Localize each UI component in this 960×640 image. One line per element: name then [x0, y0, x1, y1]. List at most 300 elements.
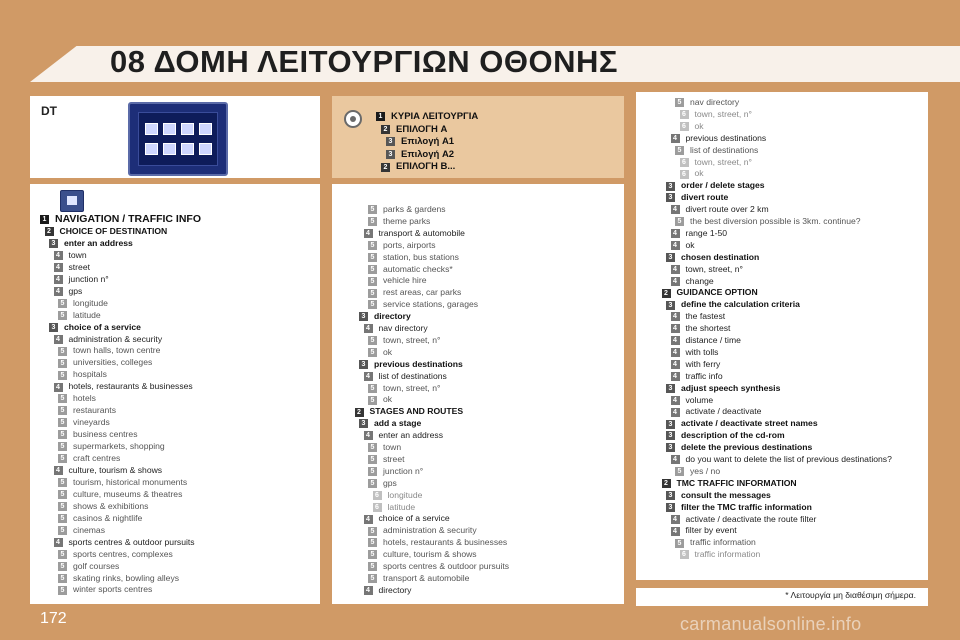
menu-item-label: nav directory [690, 97, 740, 107]
level-badge: 4 [364, 515, 373, 524]
menu-item-label: GUIDANCE OPTION [676, 287, 758, 298]
menu-item-level-2 [381, 160, 455, 172]
level-badge: 5 [368, 253, 377, 262]
level-badge: 5 [58, 371, 67, 380]
level-badge: 3 [359, 419, 368, 428]
menu-item-level-6 [373, 501, 416, 513]
page-number: 172 [40, 610, 67, 627]
menu-item-label: the shortest [685, 323, 731, 334]
menu-item-label: choice of a service [378, 513, 450, 524]
level-badge: 4 [54, 466, 63, 475]
menu-item-level-4 [671, 334, 741, 346]
menu-item-level-4 [671, 239, 695, 251]
menu-item-level-4 [364, 370, 447, 382]
menu-item-label: business centres [73, 429, 138, 440]
level-badge: 4 [671, 455, 680, 464]
menu-item-label: the fastest [685, 311, 726, 322]
menu-item-level-5 [58, 524, 105, 536]
level-badge: 5 [675, 98, 684, 107]
level-badge: 1 [40, 215, 49, 224]
legend-panel [332, 96, 624, 178]
menu-item-label: consult the messages [681, 489, 771, 500]
menu-item-label: town, street, n° [694, 108, 752, 119]
menu-item-label: ok [383, 394, 393, 405]
menu-item-level-3 [49, 237, 133, 249]
menu-item-level-4 [364, 227, 465, 239]
menu-item-level-4 [671, 203, 769, 215]
level-badge: 5 [675, 467, 684, 476]
level-badge: 4 [54, 287, 63, 296]
level-badge: 5 [58, 526, 67, 535]
menu-item-level-5 [368, 251, 459, 263]
menu-item-label: yes / no [690, 465, 721, 476]
menu-item-level-5 [368, 572, 469, 584]
menu-item-level-5 [58, 512, 142, 524]
level-badge: 4 [671, 324, 680, 333]
menu-item-level-4 [671, 227, 728, 239]
menu-item-level-5 [58, 309, 101, 321]
menu-item-label: automatic checks* [383, 263, 453, 274]
menu-item-level-5 [58, 548, 173, 560]
menu-item-label: ΕΠΙΛΟΓΗ A [396, 123, 448, 135]
menu-item-label: directory [374, 311, 411, 322]
menu-item-level-5 [368, 298, 478, 310]
level-badge: 3 [666, 420, 675, 429]
menu-item-label: filter the TMC traffic information [681, 501, 812, 512]
menu-item-label: ports, airports [383, 239, 436, 250]
menu-item-label: administration & security [68, 333, 163, 344]
settings-icon [199, 123, 212, 135]
level-badge: 6 [680, 122, 689, 131]
level-badge: 5 [368, 217, 377, 226]
menu-item-level-3 [359, 358, 463, 370]
menu-item-level-2 [662, 477, 797, 489]
menu-item-label: shows & exhibitions [73, 500, 149, 511]
level-badge: 6 [373, 503, 382, 512]
menu-item-level-4 [671, 453, 892, 465]
directory-icon [163, 143, 176, 155]
menu-item-label: hospitals [73, 369, 107, 380]
menu-item-level-5 [58, 583, 152, 595]
level-badge: 6 [680, 170, 689, 179]
menu-item-label: delete the previous destinations [681, 442, 813, 453]
menu-item-level-5 [368, 274, 426, 286]
level-badge: 5 [58, 299, 67, 308]
menu-item-label: casinos & nightlife [73, 512, 143, 523]
menu-item-label: winter sports centres [73, 584, 153, 595]
menu-item-level-5 [368, 453, 405, 465]
menu-item-label: previous destinations [374, 358, 463, 369]
level-badge: 5 [368, 384, 377, 393]
menu-item-level-3 [666, 501, 812, 513]
menu-item-label: supermarkets, shopping [73, 441, 165, 452]
menu-item-level-2 [662, 286, 758, 298]
level-badge: 4 [671, 527, 680, 536]
menu-item-label: traffic information [690, 537, 756, 548]
menu-item-label: hotels, restaurants & businesses [68, 381, 193, 392]
menu-item-label: hotels [73, 393, 96, 404]
level-badge: 4 [671, 241, 680, 250]
level-badge: 5 [58, 347, 67, 356]
level-badge: 4 [671, 312, 680, 321]
menu-item-label: define the calculation criteria [681, 299, 800, 310]
menu-item-label: ok [694, 168, 704, 179]
level-badge: 5 [58, 478, 67, 487]
menu-item-level-5 [58, 440, 165, 452]
menu-item-level-5 [368, 441, 401, 453]
menu-item-level-4 [364, 322, 428, 334]
menu-item-label: craft centres [73, 453, 121, 463]
menu-item-label: nav directory [378, 323, 428, 333]
menu-item-level-5 [368, 263, 453, 275]
menu-item-level-4 [54, 249, 87, 261]
menu-item-level-4 [54, 380, 193, 392]
menu-item-level-5 [675, 536, 756, 548]
menu-item-label: TMC TRAFFIC INFORMATION [676, 477, 797, 488]
menu-item-level-2 [45, 225, 168, 237]
level-badge: 5 [58, 430, 67, 439]
menu-item-level-4 [671, 394, 714, 406]
menu-item-level-5 [675, 144, 758, 156]
menu-item-level-4 [671, 275, 714, 287]
level-badge: 5 [58, 418, 67, 427]
level-badge: 3 [386, 150, 395, 159]
level-badge: 6 [680, 158, 689, 167]
level-badge: 4 [671, 265, 680, 274]
menu-item-label: town, street, n° [694, 156, 752, 167]
menu-item-label: activate / deactivate the route filter [685, 513, 817, 524]
level-badge: 4 [671, 336, 680, 345]
menu-item-label: do you want to delete the list of previous destinations? [685, 454, 892, 464]
watermark: carmanualsonline.info [680, 614, 862, 634]
menu-item-level-5 [58, 404, 116, 416]
menu-item-level-5 [58, 297, 108, 309]
menu-item-label: transport & automobile [378, 227, 465, 238]
menu-item-label: vineyards [73, 417, 110, 428]
menu-item-label: the best diversion possible is 3km. continue? [690, 216, 861, 226]
menu-item-label: sports centres & outdoor pursuits [383, 561, 510, 571]
menu-item-level-5 [58, 356, 152, 368]
level-badge: 2 [662, 289, 671, 298]
menu-item-level-5 [58, 452, 120, 464]
level-badge: 6 [680, 110, 689, 119]
menu-item-level-6 [680, 548, 761, 560]
menu-item-level-5 [58, 572, 179, 584]
level-badge: 4 [671, 134, 680, 143]
menu-item-level-5 [58, 488, 182, 500]
level-badge: 4 [54, 263, 63, 272]
menu-item-level-3 [666, 429, 785, 441]
menu-item-label: sports centres & outdoor pursuits [68, 536, 195, 547]
menu-item-level-5 [368, 465, 423, 477]
level-badge: 4 [671, 277, 680, 286]
level-badge: 3 [666, 491, 675, 500]
level-badge: 3 [666, 301, 675, 310]
screen-thumbnail [128, 102, 228, 176]
menu-item-label: ok [694, 120, 704, 131]
menu-item-level-3 [666, 298, 800, 310]
menu-item-label: longitude [387, 489, 423, 500]
menu-item-level-5 [58, 560, 119, 572]
menu-item-label: rest areas, car parks [383, 287, 462, 298]
menu-item-level-6 [680, 156, 752, 168]
menu-item-level-5 [58, 344, 160, 356]
level-badge: 5 [368, 467, 377, 476]
menu-item-level-5 [368, 203, 446, 215]
level-badge: 3 [49, 239, 58, 248]
menu-item-label: directory [378, 584, 412, 595]
menu-item-label: universities, colleges [73, 357, 153, 368]
menu-item-label: list of destinations [690, 144, 759, 155]
level-badge: 5 [368, 241, 377, 250]
menu-item-label: town, street, n° [685, 263, 743, 274]
menu-item-level-3 [359, 310, 411, 322]
menu-item-level-5 [368, 286, 461, 298]
menu-item-label: CHOICE OF DESTINATION [59, 225, 168, 236]
menu-item-label: chosen destination [681, 251, 760, 262]
level-badge: 5 [368, 455, 377, 464]
menu-item-level-4 [364, 584, 412, 596]
level-badge: 4 [671, 348, 680, 357]
page-title: 08 ΔΟΜΗ ΛΕΙΤΟΥΡΓΙΩΝ ΟΘΟΝΗΣ [110, 44, 618, 79]
level-badge: 5 [58, 514, 67, 523]
menu-item-label: activate / deactivate street names [681, 418, 818, 429]
footnote: * Λειτουργία μη διαθέσιμη σήμερα. [785, 590, 916, 600]
menu-item-label: ok [383, 346, 393, 357]
level-badge: 5 [368, 300, 377, 309]
level-badge: 5 [368, 265, 377, 274]
level-badge: 4 [671, 515, 680, 524]
menu-item-label: golf courses [73, 560, 120, 571]
video-icon [145, 143, 158, 155]
level-badge: 5 [58, 454, 67, 463]
gear-icon [344, 110, 362, 128]
menu-item-label: transport & automobile [383, 572, 470, 583]
menu-item-level-5 [675, 96, 739, 108]
screen-display [138, 112, 218, 166]
level-badge: 5 [368, 443, 377, 452]
menu-item-label: culture, museums & theatres [73, 488, 183, 499]
menu-item-label: restaurants [73, 405, 116, 416]
menu-item-level-5 [58, 476, 187, 488]
menu-item-level-4 [671, 405, 762, 417]
menu-item-level-5 [58, 416, 110, 428]
level-badge: 5 [368, 479, 377, 488]
level-badge: 5 [368, 538, 377, 547]
level-badge: 4 [671, 372, 680, 381]
menu-item-level-5 [368, 393, 392, 405]
level-badge: 4 [54, 335, 63, 344]
level-badge: 5 [58, 586, 67, 595]
menu-item-label: administration & security [383, 525, 477, 536]
level-badge: 6 [373, 491, 382, 500]
menu-item-level-4 [671, 263, 743, 275]
menu-item-level-5 [368, 477, 397, 489]
telephone-icon [181, 123, 194, 135]
menu-item-label: Επιλογή A1 [401, 136, 455, 148]
level-badge: 5 [58, 394, 67, 403]
menu-item-level-4 [671, 322, 731, 334]
level-badge: 4 [364, 431, 373, 440]
level-badge: 4 [54, 251, 63, 260]
level-badge: 3 [386, 137, 395, 146]
level-badge: 5 [58, 442, 67, 451]
level-badge: 5 [58, 502, 67, 511]
level-badge: 2 [381, 125, 390, 134]
menu-item-label: filter by event [685, 525, 737, 536]
menu-item-label: choice of a service [64, 321, 141, 332]
level-badge: 3 [666, 253, 675, 262]
menu-item-level-3 [666, 489, 771, 501]
menu-item-level-2 [381, 123, 447, 135]
level-badge: 5 [58, 550, 67, 559]
menu-item-label: volume [685, 394, 714, 405]
level-badge: 5 [368, 527, 377, 536]
menu-item-level-6 [680, 120, 704, 132]
level-badge: 4 [54, 538, 63, 547]
menu-item-level-1 [40, 213, 201, 225]
level-badge: 5 [58, 574, 67, 583]
menu-item-level-3 [359, 417, 421, 429]
menu-item-label: with tolls [685, 346, 719, 357]
level-badge: 5 [368, 396, 377, 405]
level-badge: 5 [368, 574, 377, 583]
level-badge: 3 [666, 182, 675, 191]
audio-icon [163, 123, 176, 135]
menu-item-label: adjust speech synthesis [681, 382, 781, 393]
level-badge: 4 [671, 396, 680, 405]
dt-label: DT [41, 104, 57, 118]
menu-item-label: junction n° [383, 465, 424, 476]
menu-item-label: vehicle hire [383, 275, 427, 286]
level-badge: 5 [368, 205, 377, 214]
menu-item-label: service stations, garages [383, 299, 479, 310]
level-badge: 5 [675, 217, 684, 226]
menu-item-level-5 [368, 548, 477, 560]
level-badge: 5 [58, 562, 67, 571]
menu-item-level-3 [666, 441, 812, 453]
menu-item-level-5 [368, 524, 477, 536]
menu-item-level-2 [355, 405, 464, 417]
menu-item-label: tourism, historical monuments [73, 476, 188, 487]
menu-item-level-6 [373, 489, 423, 501]
menu-item-level-5 [368, 346, 392, 358]
level-badge: 4 [54, 275, 63, 284]
menu-item-label: NAVIGATION / TRAFFIC INFO [55, 213, 202, 225]
level-badge: 4 [671, 229, 680, 238]
menu-item-label: ΚΥΡΙΑ ΛΕΙΤΟΥΡΓΙΑ [391, 111, 479, 122]
menu-item-label: activate / deactivate [685, 406, 762, 417]
menu-item-level-4 [54, 261, 91, 273]
menu-item-label: distance / time [685, 335, 741, 345]
menu-item-level-5 [58, 368, 107, 380]
menu-item-label: gps [383, 477, 397, 488]
level-badge: 4 [364, 324, 373, 333]
menu-item-level-5 [368, 382, 440, 394]
level-badge: 5 [368, 336, 377, 345]
menu-item-label: Επιλογή A2 [401, 148, 455, 160]
menu-item-level-4 [671, 132, 767, 144]
menu-item-label: town, street, n° [383, 382, 441, 393]
level-badge: 5 [58, 490, 67, 499]
menu-item-level-4 [54, 273, 109, 285]
menu-item-label: sports centres, complexes [73, 548, 173, 559]
menu-item-label: town [383, 442, 402, 452]
menu-item-level-4 [364, 512, 450, 524]
level-badge: 2 [662, 479, 671, 488]
menu-item-level-4 [54, 333, 163, 345]
level-badge: 5 [58, 359, 67, 368]
level-badge: 5 [58, 311, 67, 320]
level-badge: 5 [368, 277, 377, 286]
menu-item-level-3 [666, 251, 759, 263]
menu-item-label: hotels, restaurants & businesses [383, 537, 508, 548]
menu-item-level-5 [675, 465, 720, 477]
menu-item-level-4 [671, 513, 817, 525]
level-badge: 4 [671, 205, 680, 214]
menu-item-label: town [68, 249, 87, 260]
level-badge: 5 [368, 348, 377, 357]
menu-item-label: list of destinations [378, 370, 447, 381]
menu-item-label: latitude [73, 309, 101, 320]
menu-item-label: town halls, town centre [73, 345, 161, 356]
menu-item-level-4 [671, 524, 737, 536]
menu-item-level-4 [671, 358, 721, 370]
level-badge: 2 [381, 163, 390, 172]
menu-item-label: parks & gardens [383, 204, 446, 214]
menu-item-label: traffic information [694, 549, 761, 560]
level-badge: 4 [364, 586, 373, 595]
menu-item-label: with ferry [685, 358, 721, 369]
menu-item-level-3 [49, 321, 141, 333]
level-badge: 2 [355, 408, 364, 417]
trip-icon [181, 143, 194, 155]
menu-item-label: enter an address [378, 430, 443, 441]
menu-item-label: previous destinations [685, 132, 767, 143]
menu-item-level-4 [671, 346, 719, 358]
menu-item-label: enter an address [64, 237, 133, 248]
level-badge: 4 [364, 372, 373, 381]
menu-item-level-6 [680, 167, 704, 179]
level-badge: 5 [675, 539, 684, 548]
level-badge: 1 [376, 112, 385, 121]
menu-item-level-3 [666, 417, 818, 429]
level-badge: 6 [680, 550, 689, 559]
menu-item-level-3 [666, 179, 765, 191]
navigation-icon [60, 190, 84, 212]
menu-item-label: divert route over 2 km [685, 204, 769, 215]
level-badge: 5 [368, 562, 377, 571]
menu-item-label: order / delete stages [681, 180, 765, 191]
menu-item-label: station, bus stations [383, 251, 459, 262]
level-badge: 5 [368, 289, 377, 298]
menu-item-level-3 [386, 135, 454, 147]
level-badge: 3 [49, 323, 58, 332]
level-badge: 3 [359, 360, 368, 369]
level-badge: 3 [359, 312, 368, 321]
menu-item-label: town, street, n° [383, 334, 441, 345]
menu-item-level-1 [376, 110, 478, 122]
menu-item-level-5 [368, 334, 440, 346]
menu-item-label: skating rinks, bowling alleys [73, 572, 180, 583]
menu-item-label: ΕΠΙΛΟΓΗ B... [396, 161, 456, 173]
menu-item-level-6 [680, 108, 752, 120]
menu-item-level-4 [54, 536, 195, 548]
menu-item-label: gps [68, 285, 83, 296]
menu-item-label: add a stage [374, 418, 422, 429]
menu-item-level-4 [54, 285, 83, 297]
menu-item-label: description of the cd-rom [681, 430, 785, 441]
